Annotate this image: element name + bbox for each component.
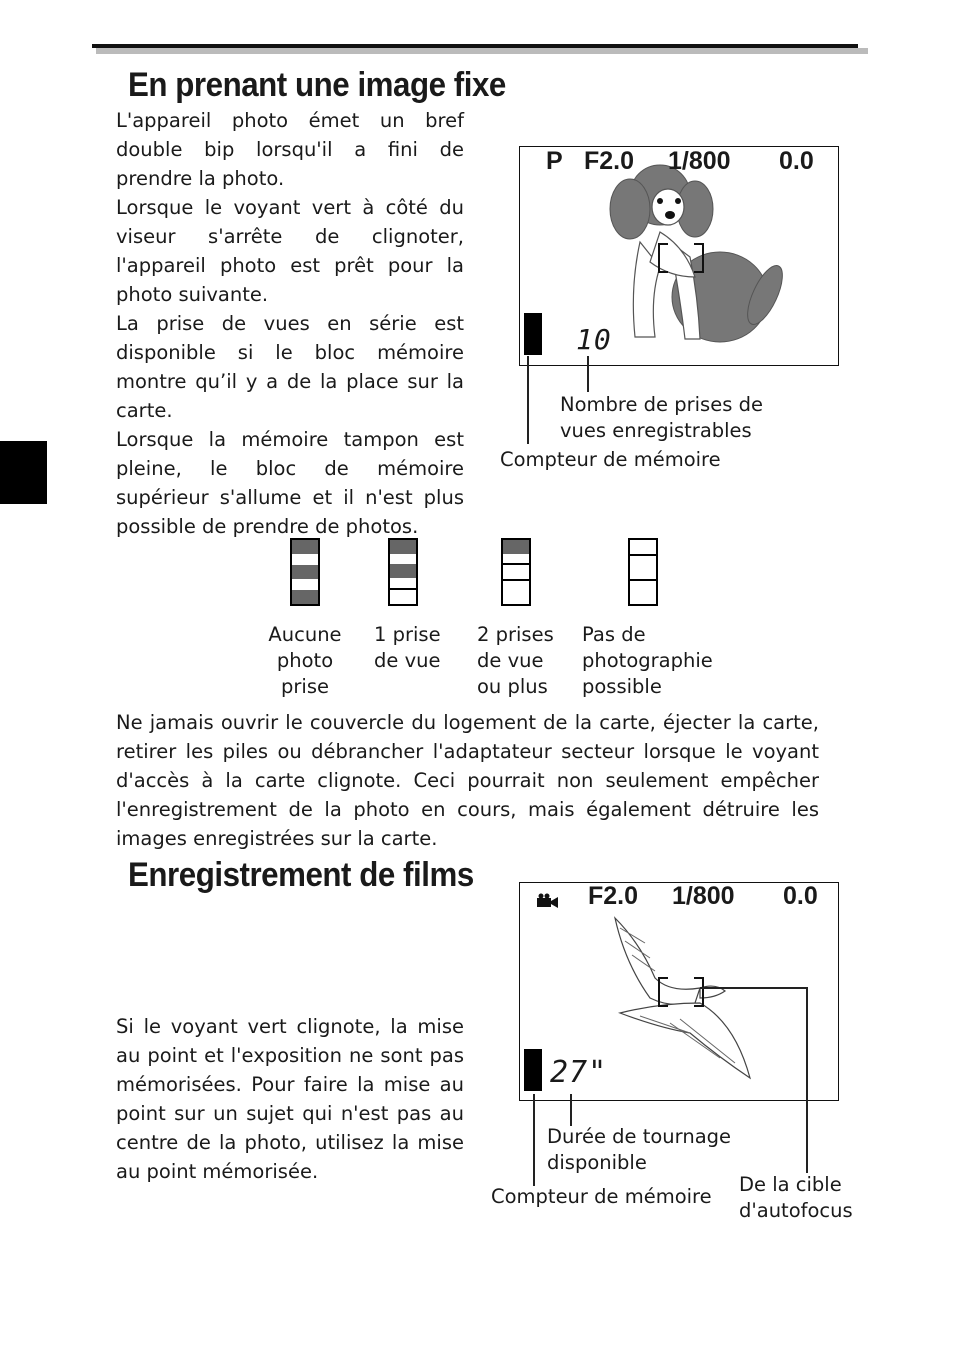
lcd-still-mode: P xyxy=(546,147,563,175)
memory-segment xyxy=(292,540,318,554)
memory-segment xyxy=(630,565,656,581)
lcd-still-ev: 0.0 xyxy=(779,147,814,175)
connector-shots xyxy=(587,356,589,392)
memory-segment xyxy=(503,563,529,581)
lcd-still-shots: 10 xyxy=(576,323,612,356)
memory-segment xyxy=(503,590,529,604)
card-warning: Ne jamais ouvrir le couvercle du logement de la carte, éjecter la carte, retirer les piles ou débrancher l'adaptateur secteur lorsque le voyant d'accès à la carte clignote. Ceci pourrait non seulement empêcher l'enregistrement de la photo en cours, mais également détruire les images enregistrées sur la carte. xyxy=(116,711,819,850)
memory-label-2: 1 prise de vue xyxy=(374,623,441,672)
callout-memory-still: Compteur de mémoire xyxy=(500,448,721,471)
still-paragraph-1: L'appareil photo émet un bref double bip lorsqu'il a fini de prendre la photo. xyxy=(116,109,464,190)
lcd-movie-duration: 27" xyxy=(550,1055,608,1090)
memory-segment xyxy=(630,540,656,556)
af-bracket-left xyxy=(658,243,668,273)
memory-icon-one xyxy=(501,538,531,606)
chapter-tab xyxy=(0,441,47,504)
lcd-movie-shutter: 1/800 xyxy=(672,882,735,910)
still-text xyxy=(116,106,464,541)
memory-segment xyxy=(390,540,416,554)
section-heading-movie: Enregistrement de films xyxy=(128,856,474,894)
callout-shots-remaining: Nombre de prises de vues enregistrables xyxy=(560,393,763,442)
memory-icon-full xyxy=(290,538,320,606)
callout-memory-movie: Compteur de mémoire xyxy=(491,1185,712,1208)
lcd-still xyxy=(519,146,839,366)
af-bracket-right xyxy=(694,243,704,273)
connector-memory-still xyxy=(527,356,529,444)
memory-label-1: Aucune photo prise xyxy=(268,623,342,698)
memory-segment xyxy=(390,588,416,604)
lcd-movie xyxy=(519,882,839,1101)
memory-icon-empty xyxy=(628,538,658,606)
memory-segment xyxy=(292,590,318,604)
memory-segment xyxy=(630,590,656,604)
memory-label-4: Pas de photographie possible xyxy=(582,623,713,698)
memory-segment xyxy=(390,564,416,578)
connector-af-horizontal xyxy=(700,987,807,989)
memory-segment xyxy=(503,540,529,554)
memory-label-3: 2 prises de vue ou plus xyxy=(477,623,554,698)
movie-paragraph: Si le voyant vert clignote, la mise au point et l'exposition ne sont pas mémorisées. Pour faire la mise au point sur un sujet qui n'est pas au centre de la photo, utilisez la mise au point mémorisée. xyxy=(116,1015,464,1183)
lcd-movie-ev: 0.0 xyxy=(783,882,818,910)
lcd-still-aperture: F2.0 xyxy=(584,147,635,175)
header-rule xyxy=(92,44,858,48)
callout-duration: Durée de tournage disponible xyxy=(547,1125,732,1174)
still-paragraph-2: Lorsque le voyant vert à côté du viseur s'arrête de clignoter, l'appareil photo est prêt pour la photo suivante. xyxy=(116,196,464,306)
lcd-still-shutter: 1/800 xyxy=(668,147,731,175)
callout-af-target: De la cible d'autofocus xyxy=(739,1173,853,1222)
memory-gauge-movie xyxy=(524,1049,542,1091)
header-rule-shadow xyxy=(96,48,868,54)
memory-segment xyxy=(292,565,318,579)
connector-af-vertical xyxy=(806,987,808,1173)
connector-duration xyxy=(570,1094,572,1126)
connector-memory-movie xyxy=(533,1094,535,1186)
lcd-movie-aperture: F2.0 xyxy=(588,882,639,910)
section-heading-still: En prenant une image fixe xyxy=(128,66,506,104)
af-bracket-right xyxy=(694,977,704,1007)
still-paragraph-4: Lorsque la mémoire tampon est pleine, le bloc de mémoire supérieur s'allume et il n'est plus possible de prendre de photos. xyxy=(116,428,464,538)
dog-illustration xyxy=(520,147,838,365)
memory-gauge-still xyxy=(524,313,542,355)
memory-icon-two xyxy=(388,538,418,606)
still-paragraph-3: La prise de vues en série est disponible si le bloc mémoire montre qu’il y a de la place sur la carte. xyxy=(116,312,464,422)
af-bracket-left xyxy=(658,977,668,1007)
movie-camera-icon xyxy=(536,893,560,909)
